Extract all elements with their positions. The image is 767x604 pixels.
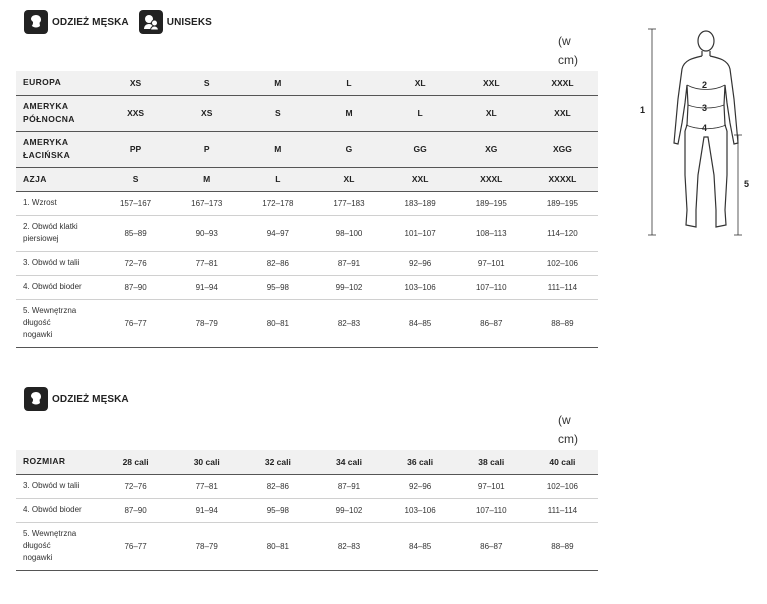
table-cell: 95–98 — [242, 275, 313, 299]
row-label-line: nogawki — [23, 330, 53, 339]
row-label-line: ROZMIAR — [23, 456, 66, 467]
row-label — [16, 71, 100, 95]
row-label-line: AZJA — [23, 173, 47, 184]
table-cell: 189–195 — [456, 191, 527, 215]
table-cell: 101–107 — [385, 215, 456, 251]
table-cell: 76–77 — [100, 522, 171, 570]
table-row — [16, 215, 598, 251]
table-cell: XXL — [385, 167, 456, 191]
badge-mens — [24, 387, 129, 411]
row-label-line: 1. Wzrost — [23, 198, 57, 207]
table-cell: 172–178 — [242, 191, 313, 215]
table-cell: 87–90 — [100, 498, 171, 522]
unisex-silhouette-icon — [139, 10, 163, 34]
row-label — [16, 131, 100, 167]
table-cell: M — [242, 131, 313, 167]
unit-line: (w — [558, 34, 571, 48]
row-label — [16, 498, 100, 522]
table-row — [16, 275, 598, 299]
figure-label-5: 5 — [744, 179, 750, 189]
table-cell: 86–87 — [456, 299, 527, 347]
unit-note — [558, 411, 590, 449]
category-badges-bottom — [24, 387, 139, 411]
row-label-line: 4. Obwód bioder — [23, 505, 82, 514]
table-cell: 103–106 — [385, 275, 456, 299]
table-row — [16, 167, 598, 191]
table-cell: 82–83 — [313, 299, 384, 347]
table-cell: 94–97 — [242, 215, 313, 251]
row-label — [16, 299, 100, 347]
table-cell: 92–96 — [385, 251, 456, 275]
table-cell: L — [385, 95, 456, 131]
table-cell: 98–100 — [313, 215, 384, 251]
table-cell: 107–110 — [456, 498, 527, 522]
unit-line: cm) — [558, 53, 578, 67]
table-cell: XS — [100, 71, 171, 95]
unit-note — [558, 32, 590, 70]
table-row — [16, 299, 598, 347]
figure-label-2: 2 — [702, 80, 708, 90]
category-badges — [24, 10, 222, 34]
table-cell: M — [242, 71, 313, 95]
table-row — [16, 251, 598, 275]
table-cell: 82–86 — [242, 251, 313, 275]
table-cell: 30 cali — [171, 450, 242, 474]
row-label-line: 2. Obwód klatki — [23, 222, 78, 231]
table-cell: 72–76 — [100, 474, 171, 498]
table-cell: S — [171, 71, 242, 95]
table-cell: 28 cali — [100, 450, 171, 474]
row-label — [16, 251, 100, 275]
size-table-unisex — [16, 71, 598, 348]
row-label — [16, 522, 100, 570]
row-label-line: EUROPA — [23, 77, 62, 88]
row-label — [16, 167, 100, 191]
table-cell: PP — [100, 131, 171, 167]
body-measurement-figure — [638, 25, 758, 240]
row-label-line: 3. Obwód w talii — [23, 258, 80, 267]
table-cell: 88–89 — [527, 299, 598, 347]
table-cell: XL — [313, 167, 384, 191]
table-cell: L — [242, 167, 313, 191]
table-cell: XS — [171, 95, 242, 131]
row-label-line: nogawki — [23, 553, 53, 562]
size-table-mens — [16, 450, 598, 571]
table-cell: 87–91 — [313, 474, 384, 498]
table-cell: G — [313, 131, 384, 167]
table-cell: XXXL — [527, 71, 598, 95]
table-cell: 82–86 — [242, 474, 313, 498]
row-label — [16, 450, 100, 474]
table-cell: 95–98 — [242, 498, 313, 522]
table-cell: 91–94 — [171, 275, 242, 299]
table-cell: 82–83 — [313, 522, 384, 570]
table-cell: 77–81 — [171, 251, 242, 275]
row-label — [16, 215, 100, 251]
table-cell: XXS — [100, 95, 171, 131]
man-silhouette-icon — [24, 10, 48, 34]
table-row — [16, 450, 598, 474]
table-cell: 32 cali — [242, 450, 313, 474]
table-cell: XL — [385, 71, 456, 95]
table-cell: 36 cali — [385, 450, 456, 474]
table-cell: GG — [385, 131, 456, 167]
table-cell: 92–96 — [385, 474, 456, 498]
row-label — [16, 95, 100, 131]
badge-unisex — [139, 10, 212, 34]
table-cell: S — [242, 95, 313, 131]
table-cell: 38 cali — [456, 450, 527, 474]
table-cell: 103–106 — [385, 498, 456, 522]
figure-label-1: 1 — [640, 105, 646, 115]
table-cell: 34 cali — [313, 450, 384, 474]
row-label — [16, 275, 100, 299]
table-cell: XXL — [527, 95, 598, 131]
table-cell: XXXXL — [527, 167, 598, 191]
table-cell: 80–81 — [242, 299, 313, 347]
table-cell: 108–113 — [456, 215, 527, 251]
table-cell: 189–195 — [527, 191, 598, 215]
table-cell: M — [313, 95, 384, 131]
unit-line: cm) — [558, 432, 578, 446]
row-label-line: 5. Wewnętrzna — [23, 306, 77, 315]
table-cell: 102–106 — [527, 251, 598, 275]
badge-mens — [24, 10, 129, 34]
row-label-line: 4. Obwód bioder — [23, 282, 82, 291]
row-label-line: AMERYKA — [23, 101, 69, 111]
table-cell: 99–102 — [313, 275, 384, 299]
table-cell: XXXL — [456, 167, 527, 191]
table-cell: 76–77 — [100, 299, 171, 347]
table-cell: XGG — [527, 131, 598, 167]
table-cell: 97–101 — [456, 474, 527, 498]
table-cell: S — [100, 167, 171, 191]
table-cell: L — [313, 71, 384, 95]
table-cell: 111–114 — [527, 498, 598, 522]
table-cell: 114–120 — [527, 215, 598, 251]
table-cell: 91–94 — [171, 498, 242, 522]
badge-label: ODZIEŻ MĘSKA — [52, 393, 129, 405]
badge-label: ODZIEŻ MĘSKA — [52, 16, 129, 28]
row-label — [16, 191, 100, 215]
row-label-line: ŁACIŃSKA — [23, 150, 71, 160]
row-label-line: AMERYKA — [23, 137, 69, 147]
table-cell: 183–189 — [385, 191, 456, 215]
row-label-line: piersiowej — [23, 234, 59, 243]
table-row — [16, 498, 598, 522]
table-cell: 90–93 — [171, 215, 242, 251]
table-cell: XG — [456, 131, 527, 167]
table-row — [16, 71, 598, 95]
table-cell: 102–106 — [527, 474, 598, 498]
table-cell: 78–79 — [171, 299, 242, 347]
table-cell: 167–173 — [171, 191, 242, 215]
table-cell: M — [171, 167, 242, 191]
table-cell: 111–114 — [527, 275, 598, 299]
table-row — [16, 191, 598, 215]
table-cell: 107–110 — [456, 275, 527, 299]
table-cell: 99–102 — [313, 498, 384, 522]
table-cell: 72–76 — [100, 251, 171, 275]
table-cell: 88–89 — [527, 522, 598, 570]
table-cell: 177–183 — [313, 191, 384, 215]
row-label-line: długość — [23, 318, 51, 327]
row-label-line: długość — [23, 541, 51, 550]
table-cell: XXL — [456, 71, 527, 95]
table-cell: 87–90 — [100, 275, 171, 299]
table-cell: 40 cali — [527, 450, 598, 474]
table-cell: 97–101 — [456, 251, 527, 275]
table-cell: 157–167 — [100, 191, 171, 215]
man-silhouette-icon — [24, 387, 48, 411]
badge-label: UNISEKS — [166, 16, 212, 28]
row-label-line: PÓŁNOCNA — [23, 114, 75, 124]
row-label — [16, 474, 100, 498]
unit-line: (w — [558, 413, 571, 427]
table-row — [16, 95, 598, 131]
figure-label-4: 4 — [702, 123, 708, 133]
table-cell: 86–87 — [456, 522, 527, 570]
table-cell: P — [171, 131, 242, 167]
table-cell: XL — [456, 95, 527, 131]
table-row — [16, 522, 598, 570]
table-cell: 80–81 — [242, 522, 313, 570]
table-cell: 87–91 — [313, 251, 384, 275]
row-label-line: 5. Wewnętrzna — [23, 529, 77, 538]
table-row — [16, 131, 598, 167]
table-row — [16, 474, 598, 498]
table-cell: 85–89 — [100, 215, 171, 251]
table-cell: 77–81 — [171, 474, 242, 498]
table-cell: 84–85 — [385, 522, 456, 570]
table-cell: 84–85 — [385, 299, 456, 347]
row-label-line: 3. Obwód w talii — [23, 481, 80, 490]
figure-label-3: 3 — [702, 103, 708, 113]
table-cell: 78–79 — [171, 522, 242, 570]
